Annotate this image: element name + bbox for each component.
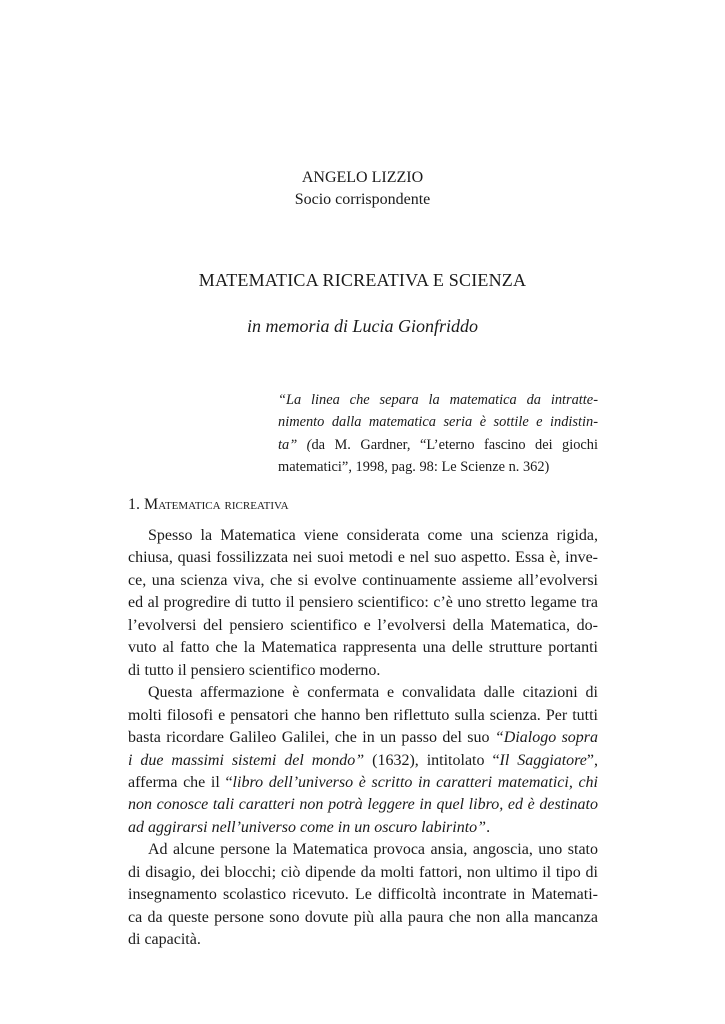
author-name: ANGELO LIZZIO bbox=[301, 169, 424, 186]
text-line: di capacità. bbox=[128, 931, 201, 949]
text-line: Questa affermazione è confermata e convalidata dalle citazioni di bbox=[148, 684, 598, 702]
paper-subtitle: in memoria di Lucia Gionfriddo bbox=[246, 316, 478, 336]
text-line: molti filosofi e pensatori che hanno ben riflettuto sulla scienza. Per tutti bbox=[128, 706, 598, 724]
text-line: Spesso la Matematica viene considerata come una scienza rigida, bbox=[148, 527, 598, 544]
author-block bbox=[0, 167, 725, 211]
text-line: i due massimi sistemi del mondo” (1632), intitolato “Il Saggiatore”, bbox=[128, 751, 598, 769]
text-line: ca da queste persone sono dovute più alla paura che non alla mancanza bbox=[128, 908, 598, 926]
epigraph-line: ta” (da M. Gardner, “L’eterno fascino dei giochi bbox=[278, 436, 599, 453]
epigraph-line: nimento dalla matematica seria è sottile e indistin- bbox=[278, 414, 598, 431]
text-line: chiusa, quasi fossilizzata nei suoi metodi e nel suo aspetto. Essa è, inve- bbox=[128, 549, 598, 567]
text-line: di tutto il pensiero scientifico moderno. bbox=[128, 661, 381, 679]
epigraph-line: “La linea che separa la matematica da intratte- bbox=[278, 392, 598, 408]
text-line: basta ricordare Galileo Galilei, che in un passo del suo “Dialogo sopra bbox=[128, 729, 599, 747]
section-heading bbox=[128, 496, 289, 514]
epigraph-line: matematici”, 1998, pag. 98: Le Scienze n. 362) bbox=[278, 459, 550, 476]
paragraph bbox=[128, 682, 598, 839]
section-title: Matematica ricreativa bbox=[144, 496, 289, 513]
text-line: afferma che il “libro dell’universo è scritto in caratteri matematici, chi bbox=[128, 773, 599, 791]
text-line: ed al progredire di tutto il pensiero scientifico: c’è uno stretto legame tra bbox=[128, 594, 598, 612]
text-line: Ad alcune persone la Matematica provoca ansia, angoscia, uno stato bbox=[148, 841, 598, 859]
author-role: Socio corrispondente bbox=[294, 191, 431, 208]
text-line: l’evolversi del pensiero scientifico e l’evolversi della Matematica, do- bbox=[128, 616, 598, 634]
paragraph bbox=[128, 525, 598, 682]
text-line: ce, una scienza viva, che si evolve continuamente assieme all’evolversi bbox=[128, 571, 598, 589]
text-line: insegnamento scolastico ricevuto. Le difficoltà incontrate in Matemati- bbox=[128, 886, 598, 904]
text-line: di disagio, dei blocchi; ciò dipende da molti fattori, non ultimo il tipo di bbox=[128, 863, 598, 881]
text-line: ad aggirarsi nell’universo come in un oscuro labirinto”. bbox=[128, 818, 491, 836]
text-line: non conosce tali caratteri non potrà leggere in quel libro, ed è destinato bbox=[128, 796, 598, 814]
paragraph bbox=[128, 839, 598, 951]
epigraph bbox=[278, 389, 598, 479]
body-text bbox=[128, 525, 598, 952]
paper-title: MATEMATICA RICREATIVA E SCIENZA bbox=[198, 270, 527, 290]
section-number: 1. bbox=[128, 496, 140, 513]
text-line: vuto al fatto che la Matematica rappresenta una delle strutture portanti bbox=[128, 639, 598, 657]
